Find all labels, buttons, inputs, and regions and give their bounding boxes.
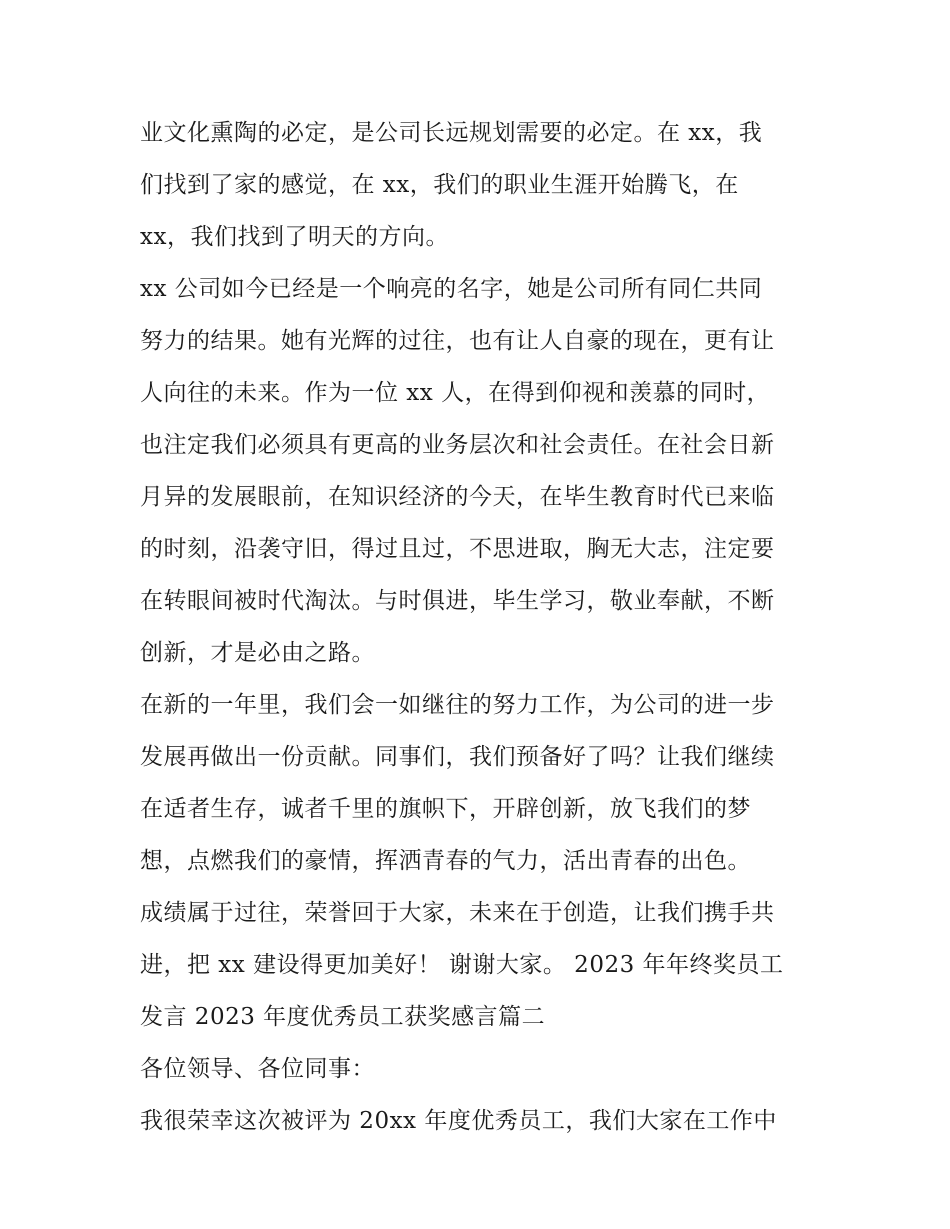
- text-line: 发言 2023 年度优秀员工获奖感言篇二: [140, 1004, 546, 1030]
- text-line: 想，点燃我们的豪情，挥洒青春的气力，活出青春的出色。: [140, 848, 751, 874]
- text-line: 创新，才是必由之路。: [140, 640, 375, 666]
- text-line: 月异的发展眼前，在知识经济的今天，在毕生教育时代已来临: [140, 484, 775, 510]
- text-line: 的时刻，沿袭守旧，得过且过，不思进取，胸无大志，注定要: [140, 536, 775, 562]
- text-line: 在适者生存，诚者千里的旗帜下，开辟创新，放飞我们的梦: [140, 796, 751, 822]
- text-line: 努力的结果。她有光辉的过往，也有让人自豪的现在，更有让: [140, 328, 775, 354]
- text-line: 也注定我们必须具有更高的业务层次和社会责任。在社会日新: [140, 432, 775, 458]
- text-line: xx，我们找到了明天的方向。: [140, 224, 449, 250]
- text-line: 们找到了家的感觉，在 xx，我们的职业生涯开始腾飞，在: [140, 172, 739, 198]
- text-line: 人向往的未来。作为一位 xx 人，在得到仰视和羡慕的同时，: [140, 380, 771, 406]
- text-line: 我很荣幸这次被评为 20xx 年度优秀员工，我们大家在工作中: [140, 1108, 777, 1134]
- text-line: 业文化熏陶的必定，是公司长远规划需要的必定。在 xx，我: [140, 120, 763, 146]
- text-line: 成绩属于过往，荣誉回于大家，未来在于创造，让我们携手共: [140, 900, 775, 926]
- text-line: 在新的一年里，我们会一如继往的努力工作，为公司的进一步: [140, 692, 775, 718]
- text-line: 进，把 xx 建设得更加美好！ 谢谢大家。 2023 年年终奖员工: [140, 952, 784, 978]
- text-line: 在转眼间被时代淘汰。与时俱进，毕生学习，敬业奉献，不断: [140, 588, 775, 614]
- text-line: xx 公司如今已经是一个响亮的名字，她是公司所有同仁共同: [140, 276, 763, 302]
- text-line: 各位领导、各位同事：: [140, 1056, 375, 1082]
- document-body: [140, 107, 830, 1147]
- text-line: 发展再做出一份贡献。同事们，我们预备好了吗？让我们继续: [140, 744, 775, 770]
